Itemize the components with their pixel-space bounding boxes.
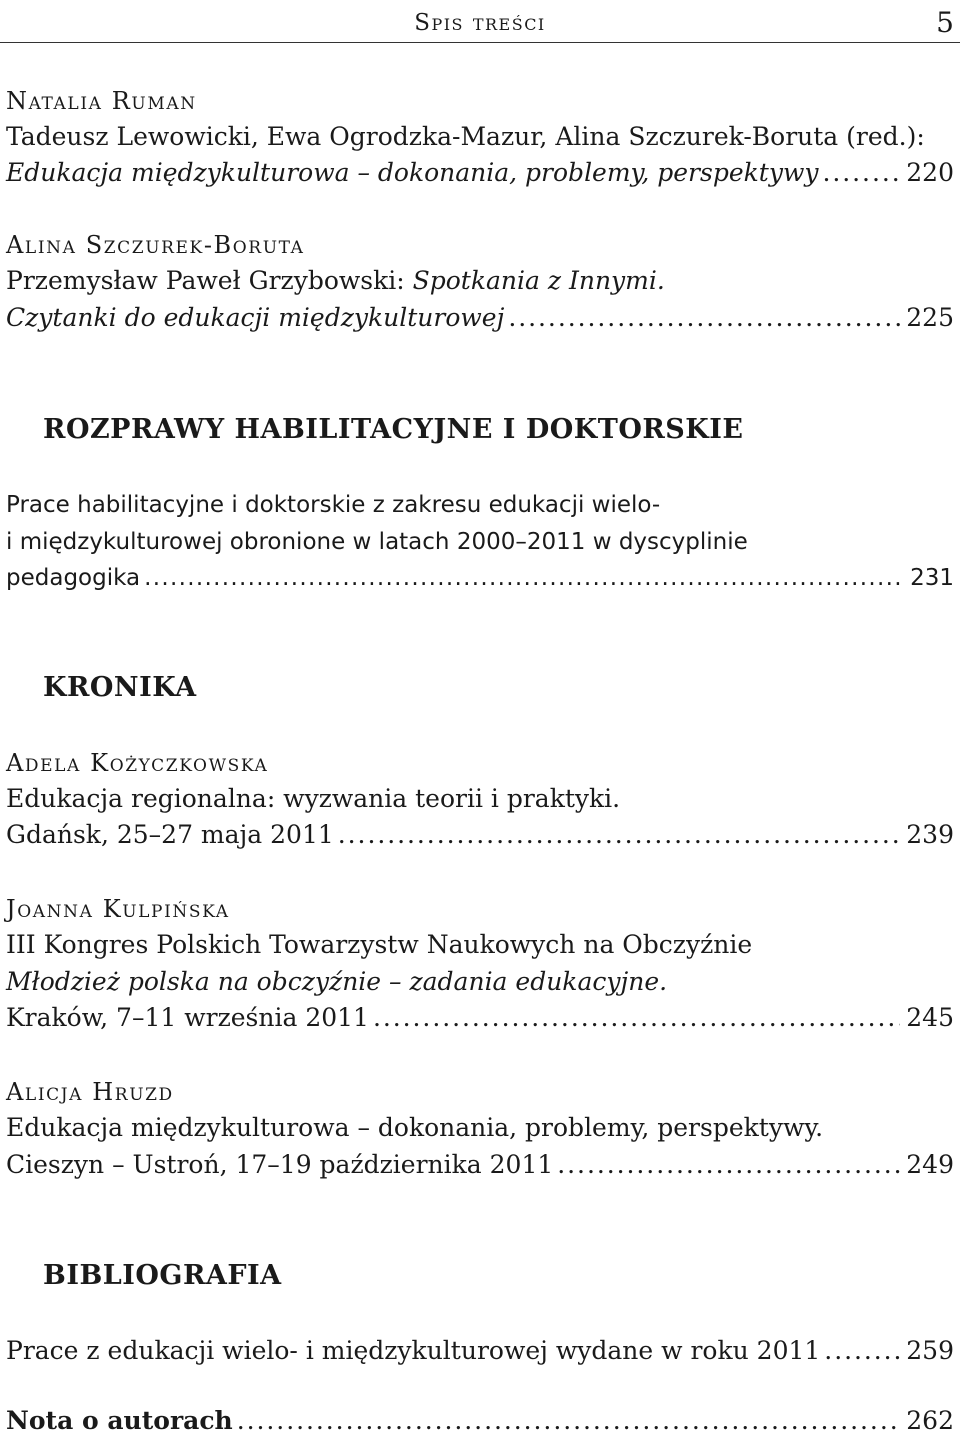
entry-page: 220 (906, 158, 954, 187)
entry-title-line: Prace z edukacji wielo- i międzykulturowej wydane w roku 2011 (6, 1336, 821, 1365)
entry-title-line: Czytanki do edukacji międzykulturowej (6, 303, 505, 332)
dot-leader (557, 1150, 900, 1180)
entry-page: 259 (906, 1336, 954, 1365)
entry-author: Alicja Hruzd (6, 1078, 174, 1106)
dot-leader (338, 820, 901, 850)
entry-author: Alina Szczurek-Boruta (6, 231, 305, 259)
entry-title-italic: Spotkania z Innymi. (412, 266, 665, 295)
entry-page: 262 (906, 1406, 954, 1435)
dot-leader (824, 1336, 900, 1366)
section-title-kronika: KRONIKA (43, 672, 197, 703)
toc-line[interactable] (6, 1150, 954, 1180)
entry-page: 245 (906, 1003, 954, 1032)
entry-title-line: Edukacja regionalna: wyzwania teorii i praktyki. (6, 784, 621, 813)
entry-title-line: III Kongres Polskich Towarzystw Naukowych na Obczyźnie (6, 930, 753, 959)
entry-title-line: Gdańsk, 25–27 maja 2011 (6, 820, 334, 849)
entry-page: 231 (910, 565, 954, 591)
dot-leader (373, 1003, 900, 1033)
entry-page: 249 (906, 1150, 954, 1179)
entry-title-line: Edukacja międzykulturowa – dokonania, problemy, perspektywy (6, 158, 819, 187)
toc-line[interactable] (6, 1003, 954, 1033)
entry-title-line: Młodzież polska na obczyźnie – zadania edukacyjne. (6, 967, 668, 996)
dot-leader (822, 158, 900, 188)
entry-page: 239 (906, 820, 954, 849)
entry-page: 225 (906, 303, 954, 332)
entry-title-line: Tadeusz Lewowicki, Ewa Ogrodzka-Mazur, Alina Szczurek-Boruta (red.): (6, 122, 925, 151)
toc-line[interactable] (6, 158, 954, 188)
entry-title-line: Prace habilitacyjne i doktorskie z zakresu edukacji wielo- (6, 492, 661, 518)
entry-author: Natalia Ruman (6, 87, 197, 115)
entry-title-line: Kraków, 7–11 września 2011 (6, 1003, 369, 1032)
running-header-title: Spis treści (414, 10, 546, 36)
running-header (0, 0, 960, 43)
entry-author: Adela Kożyczkowska (6, 749, 269, 777)
toc-line[interactable] (6, 820, 954, 850)
entry-title-prefix: Przemysław Paweł Grzybowski: (6, 266, 413, 295)
dot-leader (144, 563, 904, 593)
page-number: 5 (936, 6, 954, 39)
entry-author: Joanna Kulpińska (6, 895, 230, 923)
dot-leader (237, 1406, 901, 1436)
toc-line[interactable] (6, 563, 954, 593)
entry-title-line: pedagogika (6, 565, 141, 591)
entry-title-line: i międzykulturowej obronione w latach 2000–2011 w dyscyplinie (6, 529, 748, 555)
section-title-bibliografia: BIBLIOGRAFIA (43, 1260, 282, 1291)
entry-title-line: Nota o autorach (6, 1406, 233, 1435)
entry-title-line: Cieszyn – Ustroń, 17–19 października 2011 (6, 1150, 554, 1179)
dot-leader (508, 303, 900, 333)
toc-line[interactable] (6, 303, 954, 333)
toc-line[interactable] (6, 1406, 954, 1436)
toc-line[interactable] (6, 1336, 954, 1366)
entry-title-line: Edukacja międzykulturowa – dokonania, problemy, perspektywy. (6, 1113, 824, 1142)
entry-title-line (6, 266, 954, 296)
section-title-rozprawy: ROZPRAWY HABILITACYJNE I DOKTORSKIE (43, 414, 744, 445)
